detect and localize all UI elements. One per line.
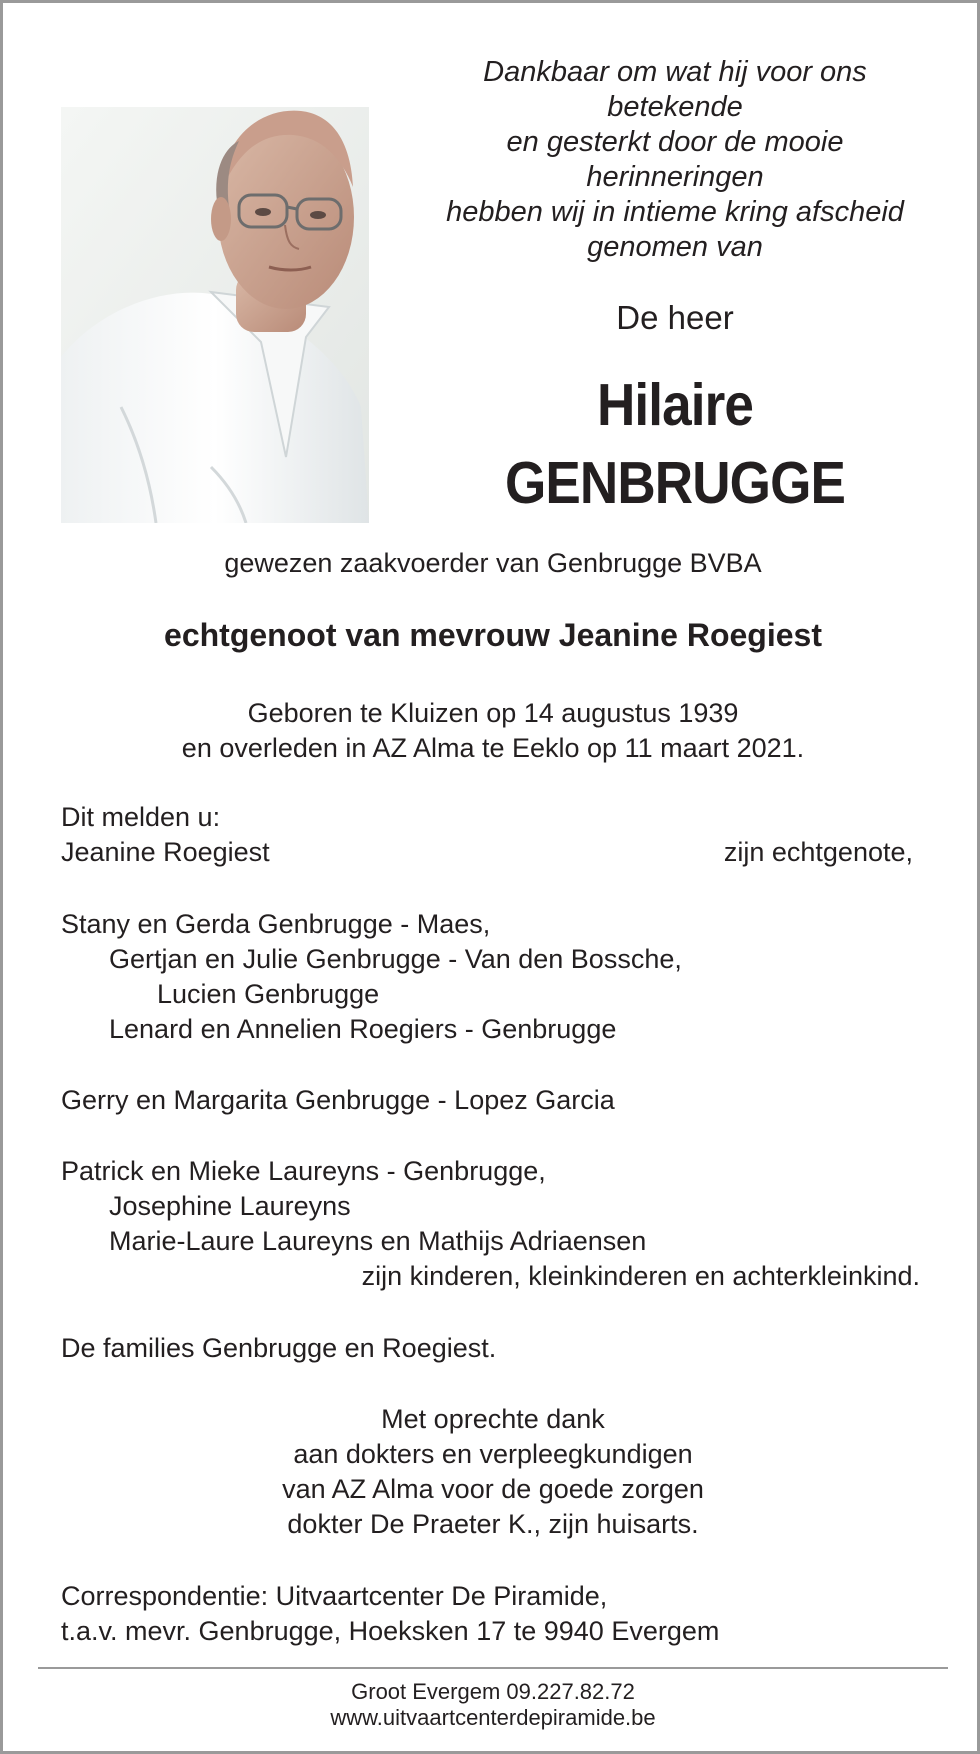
spouse-line: echtgenoot van mevrouw Jeanine Roegiest <box>164 617 822 653</box>
thanks-line: dokter De Praeter K., zijn huisarts. <box>287 1509 699 1539</box>
family-member: Lucien Genbrugge <box>157 979 380 1009</box>
intro-line: herinneringen <box>586 161 764 193</box>
death-line: en overleden in AZ Alma te Eeklo op 11 maart 2021. <box>181 733 805 763</box>
footer-website: www.uitvaartcenterdepiramide.be <box>330 1705 656 1730</box>
first-name: Hilaire <box>596 372 754 438</box>
spouse-role: zijn echtgenote, <box>723 837 913 867</box>
footer-divider <box>38 1667 948 1669</box>
family-member: Lenard en Annelien Roegiers - Genbrugge <box>109 1014 617 1044</box>
intro-text <box>403 55 947 265</box>
correspondence-line: Correspondentie: Uitvaartcenter De Piramide, <box>61 1581 608 1611</box>
families-line: De families Genbrugge en Roegiest. <box>61 1333 497 1363</box>
occupation: gewezen zaakvoerder van Genbrugge BVBA <box>224 548 762 578</box>
honorific: De heer <box>616 299 734 336</box>
thanks-line: Met oprechte dank <box>381 1404 605 1434</box>
children-role: zijn kinderen, kleinkinderen en achterkleinkind. <box>361 1261 920 1291</box>
intro-line: hebben wij in intieme kring afscheid <box>446 196 904 228</box>
family-member: Stany en Gerda Genbrugge - Maes, <box>61 909 491 939</box>
intro-line: en gesterkt door de mooie <box>506 126 844 158</box>
family-member: Gerry en Margarita Genbrugge - Lopez Garcia <box>61 1085 615 1115</box>
intro-line: Dankbaar om wat hij voor ons <box>483 56 867 88</box>
birth-line: Geboren te Kluizen op 14 augustus 1939 <box>247 698 739 728</box>
announce-intro: Dit melden u: <box>61 802 221 832</box>
intro-line: betekende <box>607 91 743 123</box>
intro-line: genomen van <box>587 231 763 263</box>
footer-phone: Groot Evergem 09.227.82.72 <box>351 1679 635 1704</box>
correspondence-line: t.a.v. mevr. Genbrugge, Hoeksken 17 te 9940 Evergem <box>61 1616 720 1646</box>
family-member: Josephine Laureyns <box>109 1191 351 1221</box>
family-member: Gertjan en Julie Genbrugge - Van den Bossche, <box>109 944 682 974</box>
portrait-photo <box>61 107 369 523</box>
spouse-name: Jeanine Roegiest <box>61 837 270 867</box>
last-name: GENBRUGGE <box>504 450 846 516</box>
family-member: Patrick en Mieke Laureyns - Genbrugge, <box>61 1156 546 1186</box>
thanks-line: aan dokters en verpleegkundigen <box>293 1439 693 1469</box>
thanks-line: van AZ Alma voor de goede zorgen <box>282 1474 704 1504</box>
family-member: Marie-Laure Laureyns en Mathijs Adriaensen <box>109 1226 647 1256</box>
